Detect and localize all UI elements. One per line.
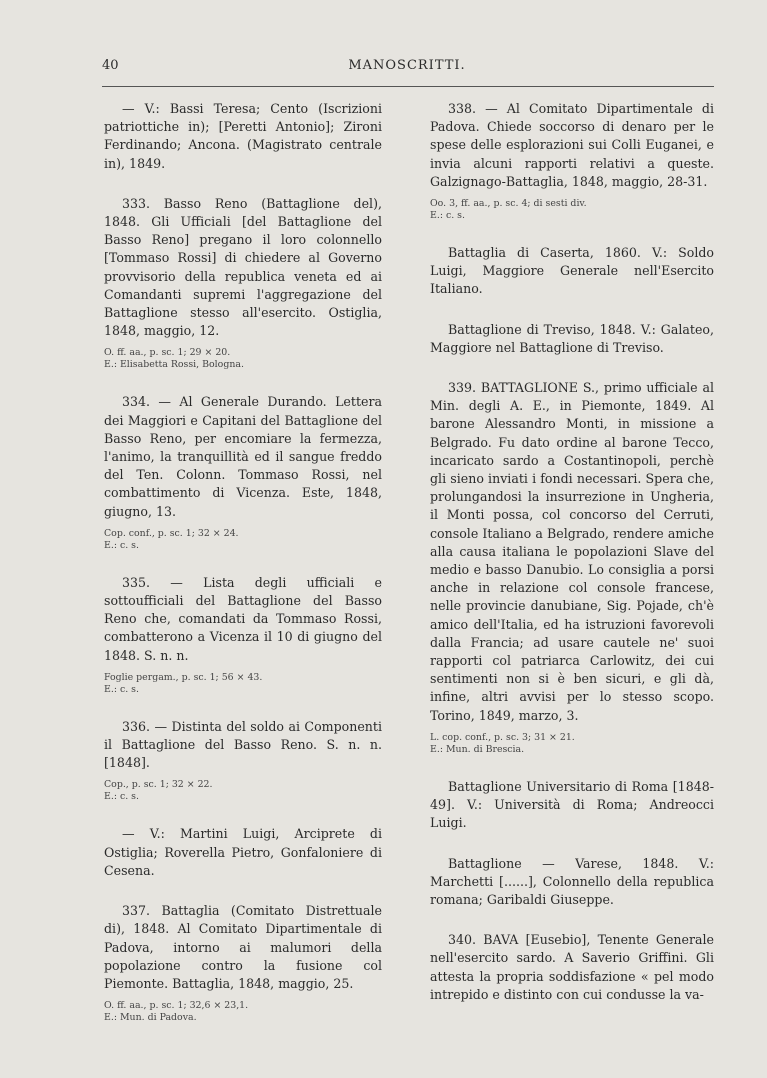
entry-reference [104, 779, 382, 803]
entry-text: 337. Battaglia (Comitato Distrettuale di), 1848. Al Comitato Dipartimentale di Padova, intorno ai malumori della popolazione contro la fusione col Piemonte. Battaglia, 1848, maggio, 25. [104, 903, 382, 991]
reference-line: E.: Mun. di Brescia. [430, 743, 525, 755]
entry-text: Battaglione di Treviso, 1848. V.: Galateo, Maggiore nel Battaglione di Treviso. [430, 321, 714, 355]
entry-reference [430, 732, 714, 756]
reference-line: Foglie pergam., p. sc. 1; 56 × 43. [104, 671, 263, 683]
catalog-entry [104, 100, 382, 173]
entry-reference [104, 528, 382, 552]
entry-text: 336. — Distinta del soldo ai Componenti il Battaglione del Basso Reno. S. n. n. [1848]. [104, 718, 382, 771]
page-header [102, 58, 712, 82]
entry-text: Battaglione — Varese, 1848. V.: Marchetti [......], Colonnello della republica romana; Garibaldi Giuseppe. [430, 855, 714, 907]
header-rule [102, 86, 714, 87]
entry-text: — V.: Martini Luigi, Arciprete di Ostiglia; Roverella Pietro, Gonfaloniere di Cesena. [104, 826, 382, 878]
catalog-entry [430, 244, 714, 299]
entry-text: 334. — Al Generale Durando. Lettera dei Maggiori e Capitani del Battaglione del Basso Reno, per encomiare la fermezza, l'animo, la tranquillità ed il sangue freddo del Ten. Colonn. Tommaso Rossi, nel combattimento di Vicenza. Este, 1848, giugno, 13. [104, 394, 382, 519]
entry-reference [104, 672, 382, 696]
left-column [104, 100, 382, 1046]
entry-text: 335. — Lista degli ufficiali e sottoufficiali del Battaglione del Basso Reno che, comandati da Tommaso Rossi, combatterono a Vicenza il 10 di giugno del 1848. S. n. n. [104, 574, 382, 663]
catalog-entry [430, 931, 714, 1004]
entry-text: Battaglione Universitario di Roma [1848-49]. V.: Università di Roma; Andreocci Luigi. [430, 778, 714, 831]
catalog-entry [430, 778, 714, 833]
entry-reference [104, 347, 382, 371]
reference-line: Cop., p. sc. 1; 32 × 22. [104, 779, 213, 791]
reference-line: E.: c. s. [430, 210, 465, 222]
catalog-entry [104, 825, 382, 880]
entry-text: Battaglia di Caserta, 1860. V.: Soldo Luigi, Maggiore Generale nell'Esercito Italiano. [430, 245, 714, 297]
reference-line: E.: c. s. [104, 539, 139, 551]
reference-line: O. ff. aa., p. sc. 1; 32,6 × 23,1. [104, 1000, 249, 1012]
running-title: MANOSCRITTI. [348, 58, 466, 73]
reference-line: E.: c. s. [104, 791, 139, 803]
reference-line: L. cop. conf., p. sc. 3; 31 × 21. [430, 731, 575, 743]
catalog-entry [104, 195, 382, 372]
entry-text: 340. BAVA [Eusebio], Tenente Generale nell'esercito sardo. A Saverio Griffini. Gli attesta la propria soddisfazione « pel modo intrepido e distinto con cui condusse la va- [430, 932, 714, 1002]
entry-reference [430, 198, 714, 222]
entry-reference [104, 1000, 382, 1024]
reference-line: E.: c. s. [104, 683, 139, 695]
reference-line: E.: Mun. di Padova. [104, 1012, 197, 1024]
reference-line: O. ff. aa., p. sc. 1; 29 × 20. [104, 347, 231, 359]
catalog-entry [430, 379, 714, 756]
catalog-entry [104, 393, 382, 551]
catalog-entry [104, 574, 382, 696]
right-column [430, 100, 714, 1026]
catalog-entry [104, 718, 382, 804]
reference-line: Cop. conf., p. sc. 1; 32 × 24. [104, 527, 239, 539]
page-number: 40 [102, 58, 119, 73]
reference-line: Oo. 3, ff. aa., p. sc. 4; di sesti div. [430, 198, 587, 210]
entry-text: 333. Basso Reno (Battaglione del), 1848. Gli Ufficiali [del Battaglione del Basso Reno] pregano il loro colonnello [Tommaso Rossi] di chiedere al Governo provvisorio della republica veneta ed ai Comandanti supremi l'aggregazione del Battaglione stesso all'esercito. Ostiglia, 1848, maggio, 12. [104, 195, 382, 339]
catalog-entry [430, 855, 714, 910]
catalog-entry [430, 100, 714, 222]
catalog-entry [104, 902, 382, 1024]
entry-text: 339. BATTAGLIONE S., primo ufficiale al Min. degli A. E., in Piemonte, 1849. Al barone Alessandro Monti, in missione a Belgrado. Fu dato ordine al barone Tecco, incaricato sardo a Costantinopoli, perchè gli sieno inviati i fondi necessari. Spera che, prolungandosi la insurrezione in Ungheria, il Monti possa, col concorso del Cerruti, console Italiano a Belgrado, rendere amiche alla causa italiana le popolazioni Slave del medio e basso Danubio. Lo consiglia a porsi anche in relazione col console francese, nelle provincie danubiane, Sig. Pojade, ch'è amico dell'Italia, ed ha istruzioni favorevoli dalla Francia; ad usare cautele ne' suoi rapporti col patriarca Carlowitz, dei cui sentimenti non si è ben sicuri, e gli dà, infine, altri avvisi per lo stesso scopo. Torino, 1849, marzo, 3. [430, 380, 714, 723]
entry-text: — V.: Bassi Teresa; Cento (Iscrizioni patriottiche in); [Peretti Antonio]; Zironi Ferdinando; Ancona. (Magistrato centrale in), 1849. [104, 101, 382, 171]
reference-line: E.: Elisabetta Rossi, Bologna. [104, 359, 244, 371]
entry-text: 338. — Al Comitato Dipartimentale di Padova. Chiede soccorso di denaro per le spese delle esplorazioni sui Colli Euganei, e invia alcuni rapporti relativi a queste. Galzignago-Battaglia, 1848, maggio, 28-31. [430, 101, 714, 189]
catalog-entry [430, 321, 714, 357]
